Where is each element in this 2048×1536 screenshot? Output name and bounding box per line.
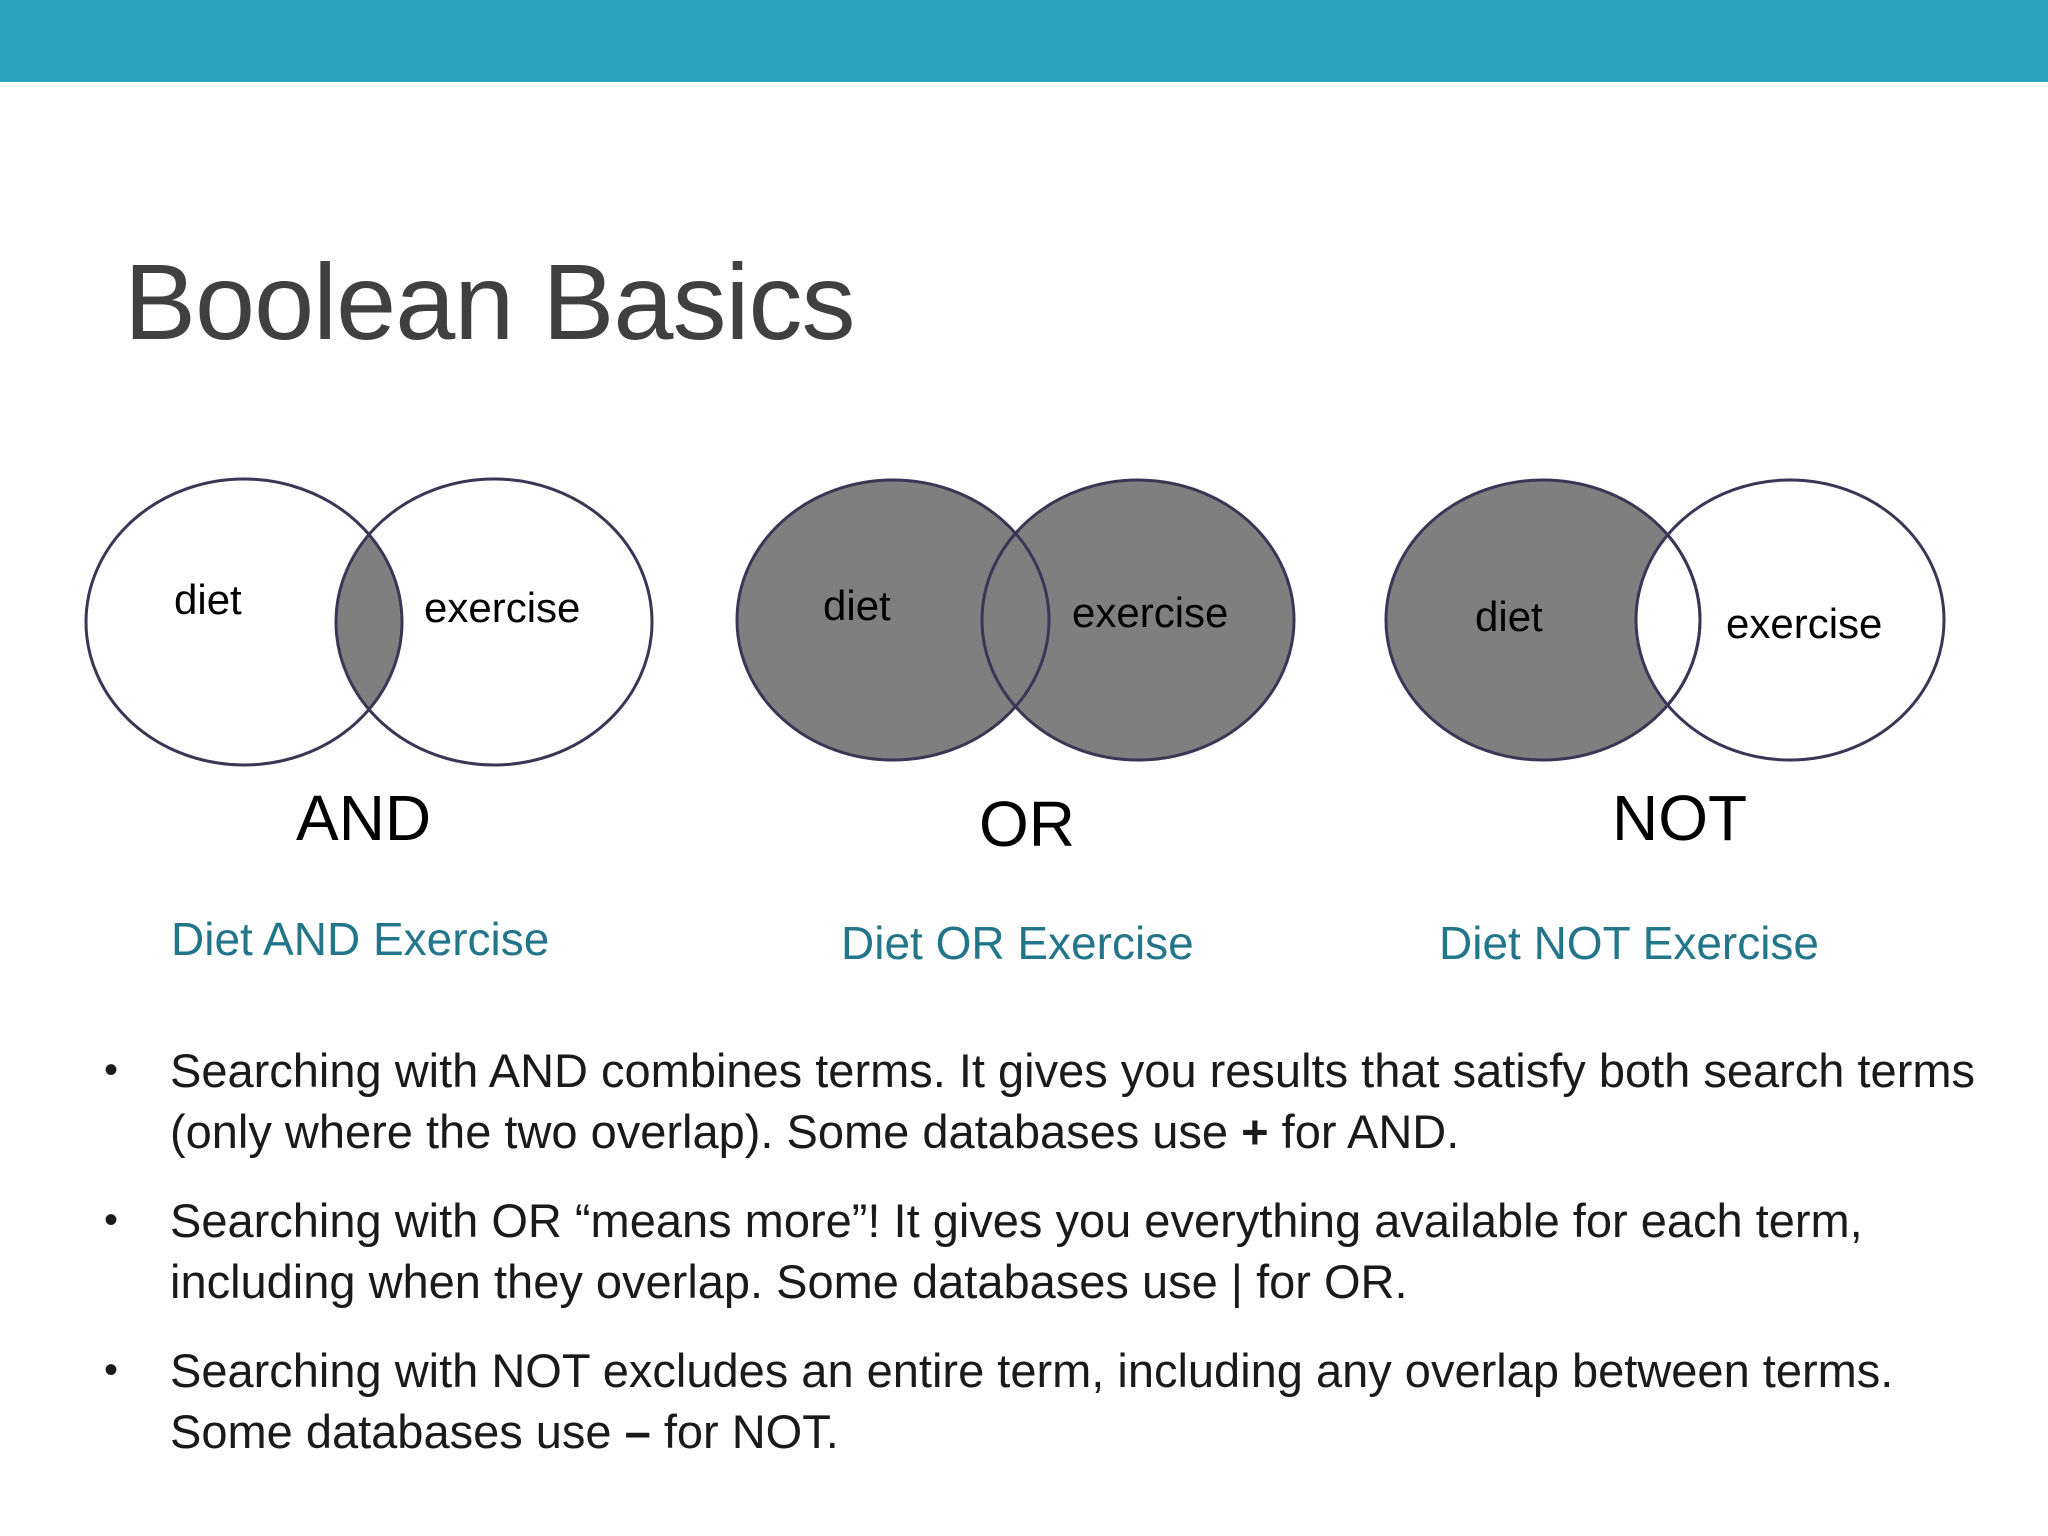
bullet-not-text: Searching with NOT excludes an entire term, including any overlap between terms. Some databases use [170, 1344, 1894, 1458]
venn-and-left-term: diet [174, 576, 242, 623]
not-symbol: – [624, 1405, 651, 1458]
bullet-dot: • [104, 1048, 119, 1092]
or-symbol: | [1230, 1255, 1244, 1308]
bullet-or [100, 1190, 2020, 1312]
venn-and-right-term: exercise [424, 584, 581, 631]
venn-or-left-term: diet [823, 582, 891, 629]
bullet-not-tail: for NOT. [650, 1405, 839, 1458]
bullet-or-text: Searching with OR “means more”! It gives you everything available for each term, including when they overlap. Some databases use [170, 1194, 1863, 1308]
bullet-and [100, 1040, 2020, 1162]
venn-or-right-term: exercise [1072, 589, 1229, 636]
operator-or-label: OR [979, 788, 1075, 860]
bullet-and-tail: for AND. [1268, 1105, 1460, 1158]
bullet-list [100, 1040, 2020, 1490]
venn-or [737, 480, 1294, 760]
query-not: Diet NOT Exercise [1439, 917, 1820, 969]
query-or: Diet OR Exercise [841, 917, 1194, 969]
bullet-dot: • [104, 1198, 119, 1242]
bullet-or-tail: for OR. [1243, 1255, 1408, 1308]
venn-not-left-term: diet [1475, 593, 1543, 640]
venn-not [1386, 480, 1944, 760]
and-symbol: + [1241, 1105, 1269, 1158]
operator-and-label: AND [296, 782, 432, 854]
venn-not-right-term: exercise [1726, 600, 1883, 647]
slide-title: Boolean Basics [124, 241, 855, 362]
bullet-not [100, 1340, 2020, 1462]
bullet-and-text: Searching with AND combines terms. It gives you results that satisfy both search terms (only where the two overlap). Some databases use [170, 1044, 1976, 1158]
query-and: Diet AND Exercise [171, 913, 550, 965]
venn-and [86, 479, 652, 765]
operator-not-label: NOT [1612, 782, 1748, 854]
bullet-dot: • [104, 1348, 119, 1392]
